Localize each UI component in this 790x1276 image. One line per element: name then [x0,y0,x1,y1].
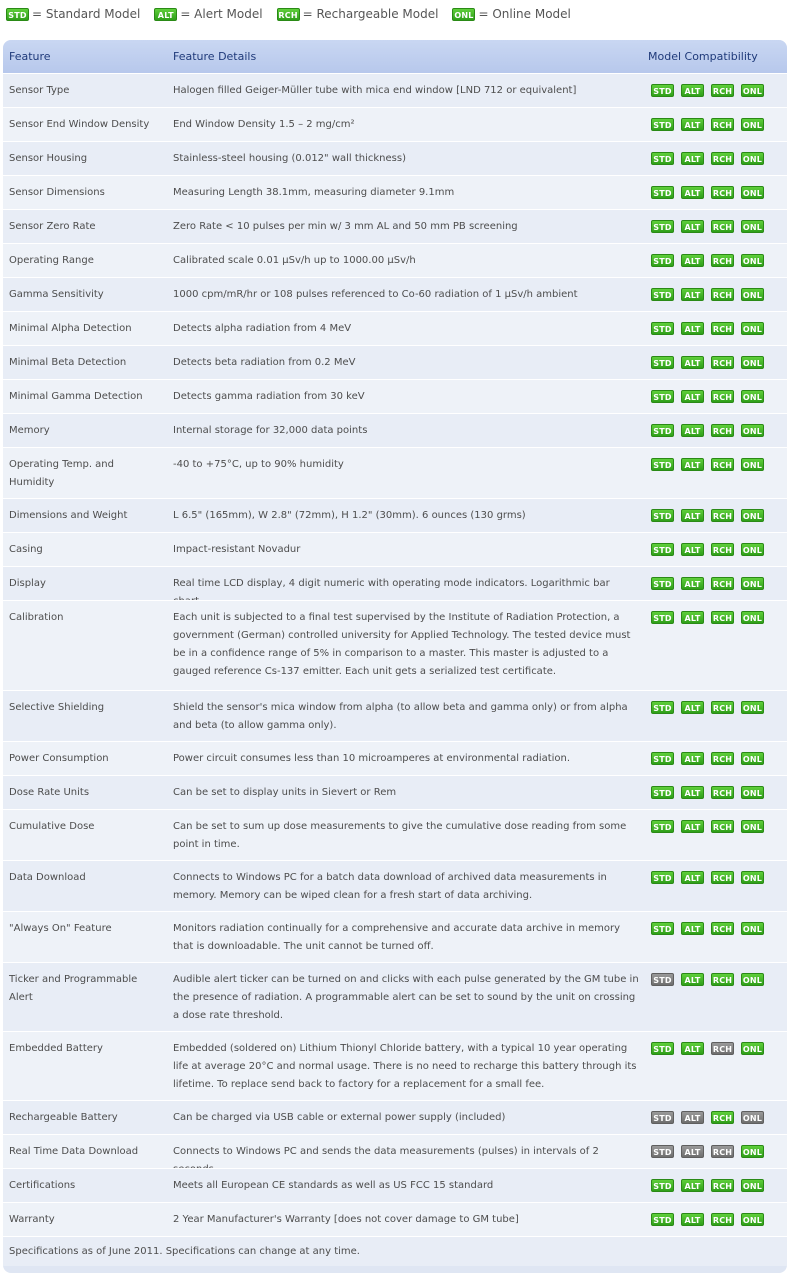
model-compatibility [651,84,764,97]
legend-label: = Standard Model [32,7,141,21]
rch-badge: RCH [711,288,734,301]
rch-badge: RCH [711,152,734,165]
onl-badge: ONL [741,356,764,369]
alt-badge: ALT [681,390,704,403]
table-row [3,447,787,498]
alt-badge: ALT [681,922,704,935]
rch-badge: RCH [711,84,734,97]
rch-badge: RCH [711,1042,734,1055]
feature-name: Sensor Type [9,85,70,96]
onl-badge: ONL [741,1111,764,1124]
onl-badge: ONL [741,820,764,833]
onl-badge: ONL [741,1213,764,1226]
table-row [3,532,787,566]
onl-badge: ONL [741,543,764,556]
std-badge: STD [651,322,674,335]
model-compatibility [651,458,764,471]
table-row [3,345,787,379]
feature-details: Detects gamma radiation from 30 keV [173,391,365,402]
alt-badge: ALT [681,322,704,335]
header-model-compatibility: Model Compatibility [648,50,758,63]
rch-badge: RCH [711,356,734,369]
onl-badge: ONL [741,118,764,131]
feature-details: Connects to Windows PC and sends the data measurements (pulses) in intervals of 2 [173,1146,599,1157]
alt-badge: ALT [681,543,704,556]
table-row [3,413,787,447]
onl-badge: ONL [741,922,764,935]
feature-name: Minimal Alpha Detection [9,323,132,334]
feature-name: Minimal Gamma Detection [9,391,143,402]
model-compatibility [651,611,764,624]
model-compatibility [651,509,764,522]
feature-details: Zero Rate < 10 pulses per min w/ 3 mm AL and 50 mm PB screening [173,221,518,232]
feature-name: Power Consumption [9,753,109,764]
alt-badge: ALT [681,701,704,714]
model-compatibility [651,701,764,714]
model-compatibility [651,1179,764,1192]
rch-badge: RCH [711,973,734,986]
rch-badge: RCH [711,118,734,131]
rch-badge: RCH [711,254,734,267]
model-compatibility [651,871,764,884]
model-compatibility [651,254,764,267]
alt-badge: ALT [681,356,704,369]
feature-name: Rechargeable Battery [9,1112,118,1123]
std-badge: STD [651,390,674,403]
std-badge: STD [651,973,674,986]
feature-details: -40 to +75°C, up to 90% humidity [173,459,344,470]
feature-details: Real time LCD display, 4 digit numeric with operating mode indicators. Logarithmic bar [173,578,610,589]
rch-badge: RCH [711,458,734,471]
feature-name: Display [9,578,46,589]
table-row [3,1202,787,1236]
model-compatibility [651,322,764,335]
model-compatibility [651,973,764,986]
std-badge: STD [651,118,674,131]
feature-name: Ticker and Programmable Alert [9,974,138,1003]
table-row [3,498,787,532]
legend-item-onl [452,7,570,21]
feature-details: End Window Density 1.5 – 2 mg/cm² [173,119,355,130]
feature-name: Operating Range [9,255,94,266]
onl-badge: ONL [741,390,764,403]
alt-badge: ALT [681,1042,704,1055]
alt-badge: ALT [681,84,704,97]
table-row [3,809,787,860]
std-badge: STD [651,1179,674,1192]
table-row [3,690,787,741]
rch-badge: RCH [277,8,300,21]
rch-badge: RCH [711,186,734,199]
model-compatibility [651,820,764,833]
model-compatibility [651,424,764,437]
feature-name: Embedded Battery [9,1043,103,1054]
model-compatibility [651,577,764,590]
std-badge: STD [651,922,674,935]
table-row [3,600,787,690]
feature-name: Sensor Housing [9,153,88,164]
feature-details: Detects beta radiation from 0.2 MeV [173,357,356,368]
std-badge: STD [651,820,674,833]
model-compatibility [651,786,764,799]
alt-badge: ALT [681,288,704,301]
feature-name: Operating Temp. and Humidity [9,459,114,488]
rch-badge: RCH [711,701,734,714]
table-row [3,1134,787,1168]
table-row [3,277,787,311]
table-row [3,1031,787,1100]
feature-name: Memory [9,425,50,436]
onl-badge: ONL [741,1179,764,1192]
rch-badge: RCH [711,1145,734,1158]
std-badge: STD [651,1111,674,1124]
onl-badge: ONL [741,84,764,97]
std-badge: STD [651,543,674,556]
model-compatibility [651,1213,764,1226]
std-badge: STD [651,186,674,199]
table-row [3,741,787,775]
alt-badge: ALT [681,254,704,267]
rch-badge: RCH [711,424,734,437]
feature-details: Embedded (soldered on) Lithium Thionyl Chloride battery, with a typical 10 year operating life at average 20°C and normal usage. There is no need to recharge this battery through its lifetime. To replace send back to factory for a replacement for a small fee. [173,1043,637,1090]
feature-details: Measuring Length 38.1mm, measuring diameter 9.1mm [173,187,455,198]
alt-badge: ALT [681,1145,704,1158]
feature-details: Can be charged via USB cable or external power supply (included) [173,1112,506,1123]
alt-badge: ALT [681,786,704,799]
rch-badge: RCH [711,390,734,403]
model-compatibility [651,220,764,233]
rch-badge: RCH [711,1179,734,1192]
feature-details: Stainless-steel housing (0.012" wall thickness) [173,153,406,164]
feature-details: Meets all European CE standards as well as US FCC 15 standard [173,1180,494,1191]
std-badge: STD [651,786,674,799]
onl-badge: ONL [741,973,764,986]
table-row [3,107,787,141]
feature-name: Selective Shielding [9,702,105,713]
model-compatibility [651,543,764,556]
model-compatibility [651,356,764,369]
legend-label: = Rechargeable Model [302,7,439,21]
model-compatibility [651,1145,764,1158]
feature-name: Cumulative Dose [9,821,95,832]
feature-name: "Always On" Feature [9,923,112,934]
onl-badge: ONL [741,186,764,199]
feature-details: Power circuit consumes less than 10 microamperes at environmental radiation. [173,753,571,764]
legend-label: = Online Model [478,7,571,21]
feature-details: Can be set to display units in Sievert or Rem [173,787,397,798]
alt-badge: ALT [681,220,704,233]
model-compatibility [651,152,764,165]
table-row [3,860,787,911]
std-badge: STD [651,509,674,522]
legend-label: = Alert Model [180,7,263,21]
alt-badge: ALT [681,424,704,437]
rch-badge: RCH [711,752,734,765]
onl-badge: ONL [741,871,764,884]
feature-name: Certifications [9,1180,76,1191]
feature-name: Sensor Zero Rate [9,221,96,232]
alt-badge: ALT [681,577,704,590]
onl-badge: ONL [741,1145,764,1158]
std-badge: STD [651,611,674,624]
std-badge: STD [651,871,674,884]
feature-details: Shield the sensor's mica window from alpha (to allow beta and gamma only) or from alpha and beta (to allow gamma only). [173,702,628,731]
std-badge: STD [651,152,674,165]
std-badge: STD [6,8,29,21]
feature-details: Each unit is subjected to a final test supervised by the Institute of Radiation Protection, a government (German) controlled university for Applied Technology. The tested device must be in a confidence range of 5% in comparison to a master. This master is adjusted to a gauged reference Cs-137 emitter. Each unit gets a serialized test certificate. [173,612,631,677]
std-badge: STD [651,752,674,765]
model-compatibility [651,118,764,131]
std-badge: STD [651,356,674,369]
std-badge: STD [651,220,674,233]
feature-details: Halogen filled Geiger-Müller tube with mica end window [LND 712 or equivalent] [173,85,577,96]
feature-details: 2 Year Manufacturer's Warranty [does not cover damage to GM tube] [173,1214,519,1225]
table-row [3,73,787,107]
std-badge: STD [651,254,674,267]
feature-details: 1000 cpm/mR/hr or 108 pulses referenced to Co-60 radiation of 1 µSv/h ambient [173,289,578,300]
table-row [3,775,787,809]
legend-item-rch [277,7,439,21]
std-badge: STD [651,288,674,301]
onl-badge: ONL [741,254,764,267]
legend-item-std [6,7,140,21]
feature-details: Connects to Windows PC for a batch data download of archived data measurements in memory. Memory can be wiped clean for a fresh start of data archiving. [173,872,607,901]
feature-name: Casing [9,544,43,555]
header-feature: Feature [9,50,51,63]
rch-badge: RCH [711,220,734,233]
std-badge: STD [651,1213,674,1226]
feature-name: Data Download [9,872,86,883]
onl-badge: ONL [741,152,764,165]
feature-details: Internal storage for 32,000 data points [173,425,368,436]
table-row [3,566,787,600]
onl-badge: ONL [741,288,764,301]
onl-badge: ONL [741,220,764,233]
onl-badge: ONL [741,752,764,765]
alt-badge: ALT [681,118,704,131]
std-badge: STD [651,458,674,471]
table-row [3,379,787,413]
onl-badge: ONL [741,611,764,624]
onl-badge: ONL [741,322,764,335]
model-compatibility [651,390,764,403]
feature-name: Minimal Beta Detection [9,357,127,368]
onl-badge: ONL [452,8,475,21]
onl-badge: ONL [741,786,764,799]
std-badge: STD [651,424,674,437]
rch-badge: RCH [711,322,734,335]
feature-details: L 6.5" (165mm), W 2.8" (72mm), H 1.2" (30mm). 6 ounces (130 grms) [173,510,526,521]
rch-badge: RCH [711,1111,734,1124]
spec-table [3,40,787,1273]
feature-name: Real Time Data Download [9,1146,139,1157]
alt-badge: ALT [681,973,704,986]
header-feature-details: Feature Details [173,50,257,63]
onl-badge: ONL [741,1042,764,1055]
feature-details: Can be set to sum up dose measurements to give the cumulative dose reading from some point in time. [173,821,627,850]
onl-badge: ONL [741,458,764,471]
table-header [3,40,787,73]
rch-badge: RCH [711,1213,734,1226]
legend-item-alt [154,7,262,21]
alt-badge: ALT [681,1111,704,1124]
footnote: Specifications as of June 2011. Specifications can change at any time. [3,1236,787,1266]
table-row [3,311,787,345]
rch-badge: RCH [711,509,734,522]
onl-badge: ONL [741,701,764,714]
feature-name: Sensor End Window Density [9,119,150,130]
feature-name: Dimensions and Weight [9,510,128,521]
table-row [3,243,787,277]
feature-details: Impact-resistant Novadur [173,544,301,555]
feature-name: Calibration [9,612,64,623]
alt-badge: ALT [681,509,704,522]
std-badge: STD [651,701,674,714]
table-row [3,209,787,243]
rch-badge: RCH [711,543,734,556]
feature-name: Dose Rate Units [9,787,90,798]
model-legend [6,6,585,22]
table-row [3,1100,787,1134]
rch-badge: RCH [711,611,734,624]
onl-badge: ONL [741,424,764,437]
feature-name: Warranty [9,1214,55,1225]
feature-details: Calibrated scale 0.01 µSv/h up to 1000.00 µSv/h [173,255,416,266]
alt-badge: ALT [681,1179,704,1192]
rch-badge: RCH [711,871,734,884]
feature-details: Detects alpha radiation from 4 MeV [173,323,352,334]
onl-badge: ONL [741,509,764,522]
rch-badge: RCH [711,820,734,833]
alt-badge: ALT [681,611,704,624]
feature-name: Sensor Dimensions [9,187,105,198]
table-row [3,141,787,175]
alt-badge: ALT [681,871,704,884]
model-compatibility [651,1042,764,1055]
alt-badge: ALT [681,458,704,471]
model-compatibility [651,752,764,765]
alt-badge: ALT [681,152,704,165]
std-badge: STD [651,1042,674,1055]
std-badge: STD [651,84,674,97]
feature-name: Gamma Sensitivity [9,289,104,300]
alt-badge: ALT [681,820,704,833]
rch-badge: RCH [711,922,734,935]
feature-details: Monitors radiation continually for a comprehensive and accurate data archive in memory that is downloadable. The unit cannot be turned off. [173,923,620,952]
table-row [3,1168,787,1202]
table-row [3,175,787,209]
model-compatibility [651,1111,764,1124]
alt-badge: ALT [681,186,704,199]
std-badge: STD [651,577,674,590]
alt-badge: ALT [154,8,177,21]
model-compatibility [651,186,764,199]
std-badge: STD [651,1145,674,1158]
rch-badge: RCH [711,577,734,590]
alt-badge: ALT [681,1213,704,1226]
table-row [3,962,787,1031]
model-compatibility [651,922,764,935]
feature-details: Audible alert ticker can be turned on and clicks with each pulse generated by the GM tube in the presence of radiation. A programmable alert can be set to sound by the unit on crossing a dose rate threshold. [173,974,639,1021]
model-compatibility [651,288,764,301]
onl-badge: ONL [741,577,764,590]
alt-badge: ALT [681,752,704,765]
rch-badge: RCH [711,786,734,799]
table-row [3,911,787,962]
